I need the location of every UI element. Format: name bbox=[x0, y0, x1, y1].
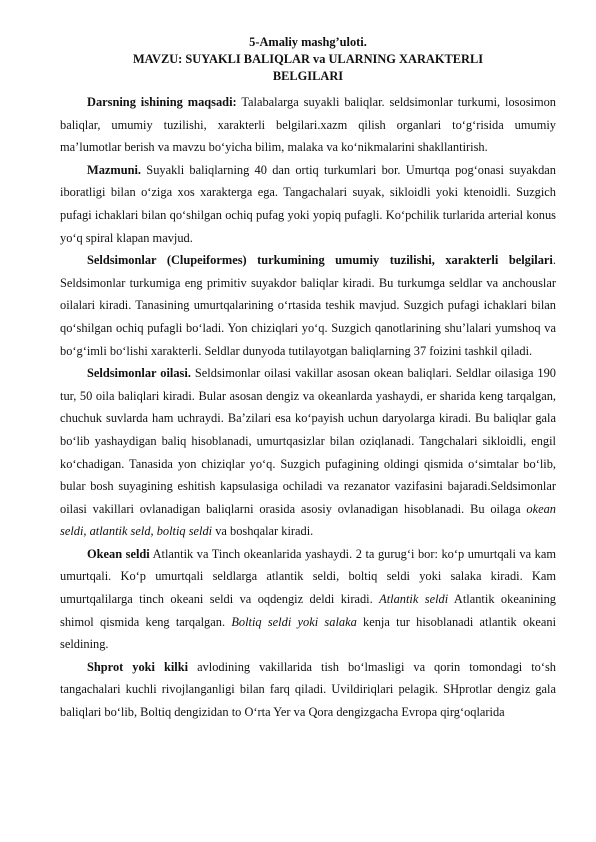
paragraph-lead: Darsning ishining maqsadi: bbox=[87, 95, 237, 109]
topic-title-line-1: MAVZU: SUYAKLI BALIQLAR va ULARNING XARAKTERLI bbox=[132, 52, 484, 66]
paragraph-content bbox=[60, 159, 556, 249]
paragraph-ocean-herring bbox=[60, 543, 556, 656]
paragraph-sprat bbox=[60, 656, 556, 724]
paragraph-clupeiformes bbox=[60, 249, 556, 362]
lesson-number-title: 5-Amaliy mashg’uloti. bbox=[249, 35, 367, 49]
paragraph-text: Seldsimonlar oilasi vakillar asosan okean baliqlari. Seldlar oilasiga 190 tur, 50 oila baliqlari kiradi. Bular asosan dengiz va okeanlarda yashaydi, er sharida keng tarqalgan, chuchuk suvlarda ham uchraydi. Ba’zilari esa ko‘payish uchun daryolarga kiradi. Bu baliqlar gala bo‘lib yashaydigan baliq hisoblanadi, umurtqasizlar bilan oziqlanadi. Tangchalari sikloidli, engil ko‘chadigan. Tanasida yon chiziqlar yo‘q. Suzgich pufagining oldingi qismida o‘simtalar bo‘lib, bular bosh suyagining eshitish kapsulasiga ochiladi va rezanator vazifasini bajaradi.Seldsimonlar oilasi vakillari ovlanadigan baliqlarni orasida asosiy ovlanadigan hisoblanadi. Bu oilaga bbox=[60, 366, 557, 516]
document-page bbox=[60, 34, 556, 724]
paragraph-goal bbox=[60, 91, 556, 159]
paragraph-lead: Okean seldi bbox=[87, 546, 150, 561]
paragraph-italic: Atlantik seldi bbox=[379, 592, 449, 607]
paragraph-text: Atlantik va Tinch okeanlarida yashaydi. 2 ta gurug‘i bor: ko‘p umurtqali va kam umurtqali. Ko‘p umurtqali seldlarga atlantik seldi, boltiq seldi yoki salaka kiradi. Kam umurtqalilarga tinch okeani seldi va oqdengiz deldi kiradi. bbox=[60, 546, 556, 607]
paragraph-text: avlodining vakillarida tish bo‘lmasligi va qorin tomondagi to‘sh tangachalari kuchli rivojlanganligi bilan farq qiladi. Uvildiriqlari pelagik. SHprotlar dengiz gala baliqlari bo‘lib, Boltiq dengizidan to O‘rta Yer va Qora dengizgacha Evropa qirg‘oqlarida bbox=[60, 659, 556, 720]
paragraph-lead: Shprot yoki kilki bbox=[87, 659, 189, 674]
paragraph-text: Talabalarga suyakli baliqlar. seldsimonlar turkumi, lososimon baliqlar, umumiy tuzilishi, xarakterli belgilari.xazm qilish organlari to‘g‘risida umumiy ma’lumotlar berish va mavzu bo‘yicha bilim, malaka va ko‘nikmalarini shakllantirish. bbox=[60, 95, 556, 155]
paragraph-tail: Atlantik okeanining shimol qismida keng tarqalgan. bbox=[60, 592, 556, 629]
paragraph-lead: Seldsimonlar (Clupeiformes) turkumining umumiy tuzilishi, xarakterli belgilari bbox=[87, 253, 553, 268]
paragraph-herring-family bbox=[60, 362, 556, 543]
paragraph-lead: Seldsimonlar oilasi. bbox=[87, 366, 191, 381]
paragraph-text: Suyakli baliqlarning 40 dan ortiq turkumlari bor. Umurtqa pog‘onasi suyakdan iboratligi bilan o‘ziga xos xarakterga ega. Tangachalari suyak, sikloidli yoki ktenoidli. Suzgich pufagi ichaklari bilan qo‘shilgan ochiq pufag yoki yopiq pufagli. Ko‘pchilik turlarida arterial konus yo‘q spiral klapan mavjud. bbox=[60, 162, 556, 245]
paragraph-italic: okean seldi, atlantik seld, boltiq seldi bbox=[60, 501, 556, 539]
document-header bbox=[60, 34, 556, 85]
paragraph-italic-2: Boltiq seldi yoki salaka bbox=[231, 614, 357, 629]
paragraph-tail: va boshqalar kiradi. bbox=[212, 524, 314, 539]
paragraph-text: . Seldsimonlar turkumiga eng primitiv suyakdor baliqlar kiradi. Bu turkumga seldlar va anchouslar oilalari kiradi. Tanasining umurtqalarining o‘rtasida teshik mavjud. Suzgich pufagi ichaklari bilan qo‘shilgan ochiq pufagli bo‘ladi. Yon chiziqlari yo‘q. Suzgich qanotlarining shu’lalari yumshoq va bo‘g‘imli bo‘lishi xarakterli. Seldlar dunyoda tutilayotgan baliqlarning 37 foizini tashkil qiladi. bbox=[60, 253, 556, 358]
paragraph-lead: Mazmuni. bbox=[87, 162, 142, 177]
paragraph-tail-2: kenja tur hisoblanadi atlantik okeani seldining. bbox=[60, 614, 557, 652]
topic-title-line-2: BELGILARI bbox=[272, 69, 344, 83]
